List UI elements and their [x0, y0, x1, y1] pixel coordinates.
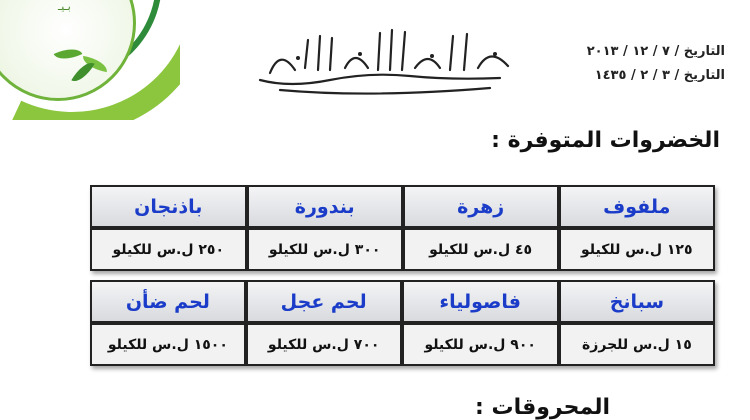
item-name: سبانخ	[559, 280, 715, 323]
vegetables-table-1	[90, 185, 715, 271]
item-price: ٣٠٠ ل.س للكيلو	[247, 228, 403, 271]
item-name: باذنجان	[90, 185, 247, 228]
item-price: ٢٥٠ ل.س للكيلو	[90, 228, 247, 271]
table-row	[90, 228, 715, 271]
item-name: زهرة	[403, 185, 559, 228]
table-row	[90, 280, 715, 323]
vegetables-table-2	[90, 280, 715, 366]
item-name: ملفوف	[559, 185, 716, 228]
item-name: لحم عجل	[246, 280, 402, 323]
item-price: ٩٠٠ ل.س للكيلو	[402, 323, 559, 366]
item-name: لحم ضأن	[90, 280, 246, 323]
item-name: بندورة	[247, 185, 403, 228]
table-row	[90, 185, 715, 228]
logo-text: بـيـ	[58, 0, 71, 13]
date-hijri: التاريخ / ٣ / ٢ / ١٤٣٥	[594, 68, 725, 83]
item-name: فاصولياء	[402, 280, 559, 323]
basmala-text: بسم الله الرحمن الرحيم	[381, 68, 393, 69]
item-price: ١٢٥ ل.س للكيلو	[559, 228, 716, 271]
date-gregorian: التاريخ / ٧ / ١٢ / ٢٠١٣	[586, 44, 725, 59]
fuel-heading: المحروقات :	[475, 395, 610, 420]
logo	[0, 0, 180, 120]
item-price: ١٥ ل.س للجرزة	[559, 323, 715, 366]
item-price: ١٥٠٠ ل.س للكيلو	[90, 323, 246, 366]
date-block	[587, 40, 725, 88]
item-price: ٧٠٠ ل.س للكيلو	[246, 323, 402, 366]
vegetables-heading: الخضروات المتوفرة :	[491, 128, 720, 153]
table-row	[90, 323, 715, 366]
basmala-calligraphy	[250, 18, 525, 98]
item-price: ٤٥ ل.س للكيلو	[403, 228, 559, 271]
